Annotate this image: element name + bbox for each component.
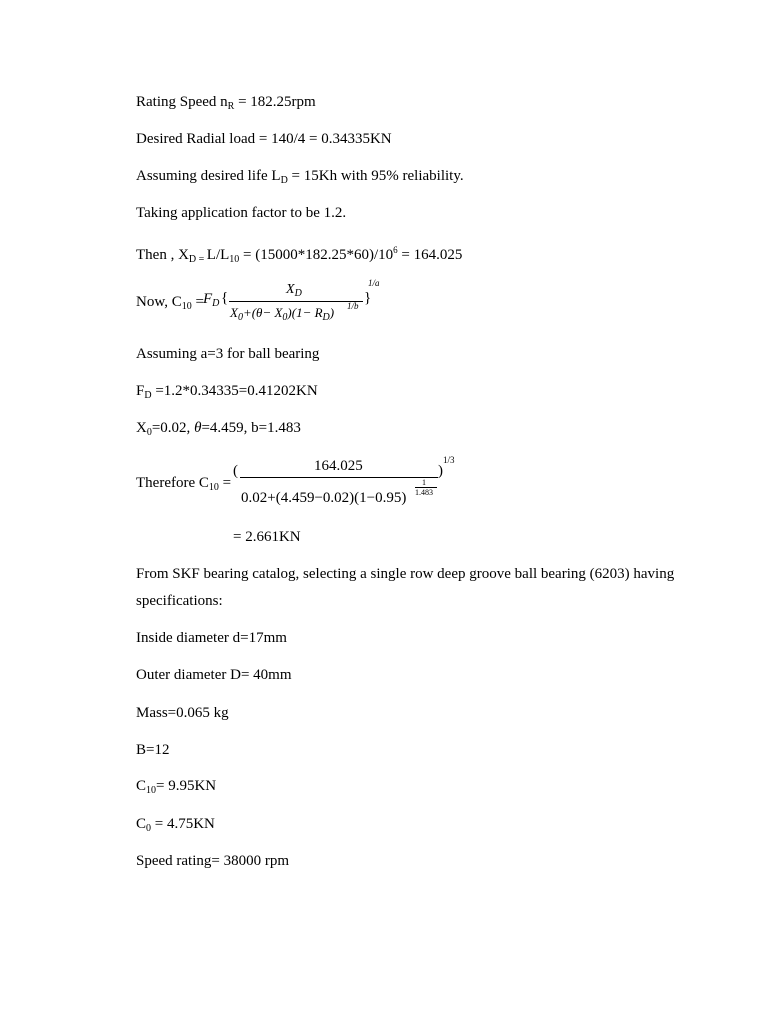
theta-symbol: θ	[194, 420, 202, 436]
x0-theta-b-line	[136, 419, 301, 442]
text: =	[218, 475, 232, 491]
text: Therefore C	[136, 475, 209, 491]
text: = 15Kh with 95% reliability.	[287, 168, 464, 184]
text: = 164.025	[397, 247, 463, 263]
radial-load-line: Desired Radial load = 140/4 = 0.34335KN	[136, 131, 392, 147]
fd-line	[136, 382, 318, 405]
text: +(θ− X	[242, 305, 283, 320]
denominator-exponent: 1/b	[347, 301, 359, 311]
left-paren: (	[233, 463, 238, 479]
subscript: 0	[146, 427, 152, 438]
text: F	[203, 291, 213, 307]
text: Now, C	[136, 294, 182, 310]
text: =4.459, b=1.483	[201, 420, 301, 436]
subscript: R	[227, 101, 235, 112]
assume-a-line: Assuming a=3 for ball bearing	[136, 346, 320, 362]
subscript: 0	[282, 312, 288, 323]
fraction-bar	[240, 477, 438, 478]
subscript: D	[280, 175, 288, 186]
text: = 4.75KN	[151, 816, 215, 832]
text: C	[136, 778, 147, 794]
application-factor-line: Taking application factor to be 1.2.	[136, 205, 347, 221]
subscript: 10	[208, 482, 219, 493]
text: =	[191, 294, 204, 310]
then-xd-line	[136, 241, 462, 269]
text: )	[329, 305, 335, 320]
numerator-xd	[286, 282, 302, 299]
text: Assuming desired life L	[136, 168, 281, 184]
text: Then , X	[136, 247, 189, 263]
text: X	[230, 305, 238, 320]
mass-line: Mass=0.065 kg	[136, 705, 229, 721]
subscript: 10	[229, 254, 240, 265]
right-brace: }	[364, 290, 372, 306]
subscript: D	[212, 298, 220, 309]
numerator-value: 164.025	[314, 458, 363, 474]
subscript: 10	[181, 301, 192, 312]
inside-diameter-line: Inside diameter d=17mm	[136, 630, 287, 646]
text: C	[136, 816, 147, 832]
outer-diameter-line: Outer diameter D= 40mm	[136, 667, 292, 683]
text: X	[136, 420, 147, 436]
fraction-bar	[229, 301, 363, 302]
denominator	[230, 305, 334, 323]
subscript: 0	[237, 312, 243, 323]
text: = 182.25rpm	[234, 94, 316, 110]
c10-line	[136, 777, 216, 800]
speed-rating-line: Speed rating= 38000 rpm	[136, 853, 290, 869]
superscript: 6	[393, 245, 398, 255]
text: =1.2*0.34335=0.41202KN	[151, 383, 318, 399]
left-brace: {	[221, 290, 229, 306]
rating-speed-line	[136, 93, 316, 116]
outer-exponent: 1/3	[443, 455, 455, 465]
skf-catalog-paragraph: From SKF bearing catalog, selecting a single row deep groove ball bearing (6203) having specifications:	[136, 566, 675, 609]
desired-life-line	[136, 167, 464, 190]
subscript: D	[294, 288, 302, 299]
result-line: = 2.661KN	[233, 529, 301, 545]
subscript: D	[322, 312, 330, 323]
text: Rating Speed n	[136, 94, 228, 110]
text: X	[286, 282, 295, 297]
text: F	[136, 383, 145, 399]
right-paren: )	[438, 463, 443, 479]
now-c10-label	[136, 293, 204, 316]
exponent-denominator: 1.483	[415, 488, 433, 497]
text: = 9.95KN	[156, 778, 217, 794]
text: L/L	[206, 247, 230, 263]
therefore-c10-label	[136, 474, 231, 497]
subscript: 10	[146, 785, 157, 796]
b-line: B=12	[136, 742, 170, 758]
text: =0.02,	[151, 420, 195, 436]
text: = (15000*182.25*60)/10	[239, 247, 394, 263]
subscript: 0	[146, 823, 152, 834]
fd-symbol	[203, 291, 219, 309]
text: )(1− R	[287, 305, 323, 320]
subscript: D =	[188, 254, 207, 265]
c0-line	[136, 815, 215, 838]
outer-exponent: 1/a	[368, 278, 380, 288]
denominator-expression: 0.02+(4.459−0.02)(1−0.95)	[241, 490, 407, 506]
subscript: D	[144, 390, 152, 401]
exponent-numerator: 1	[422, 478, 426, 487]
